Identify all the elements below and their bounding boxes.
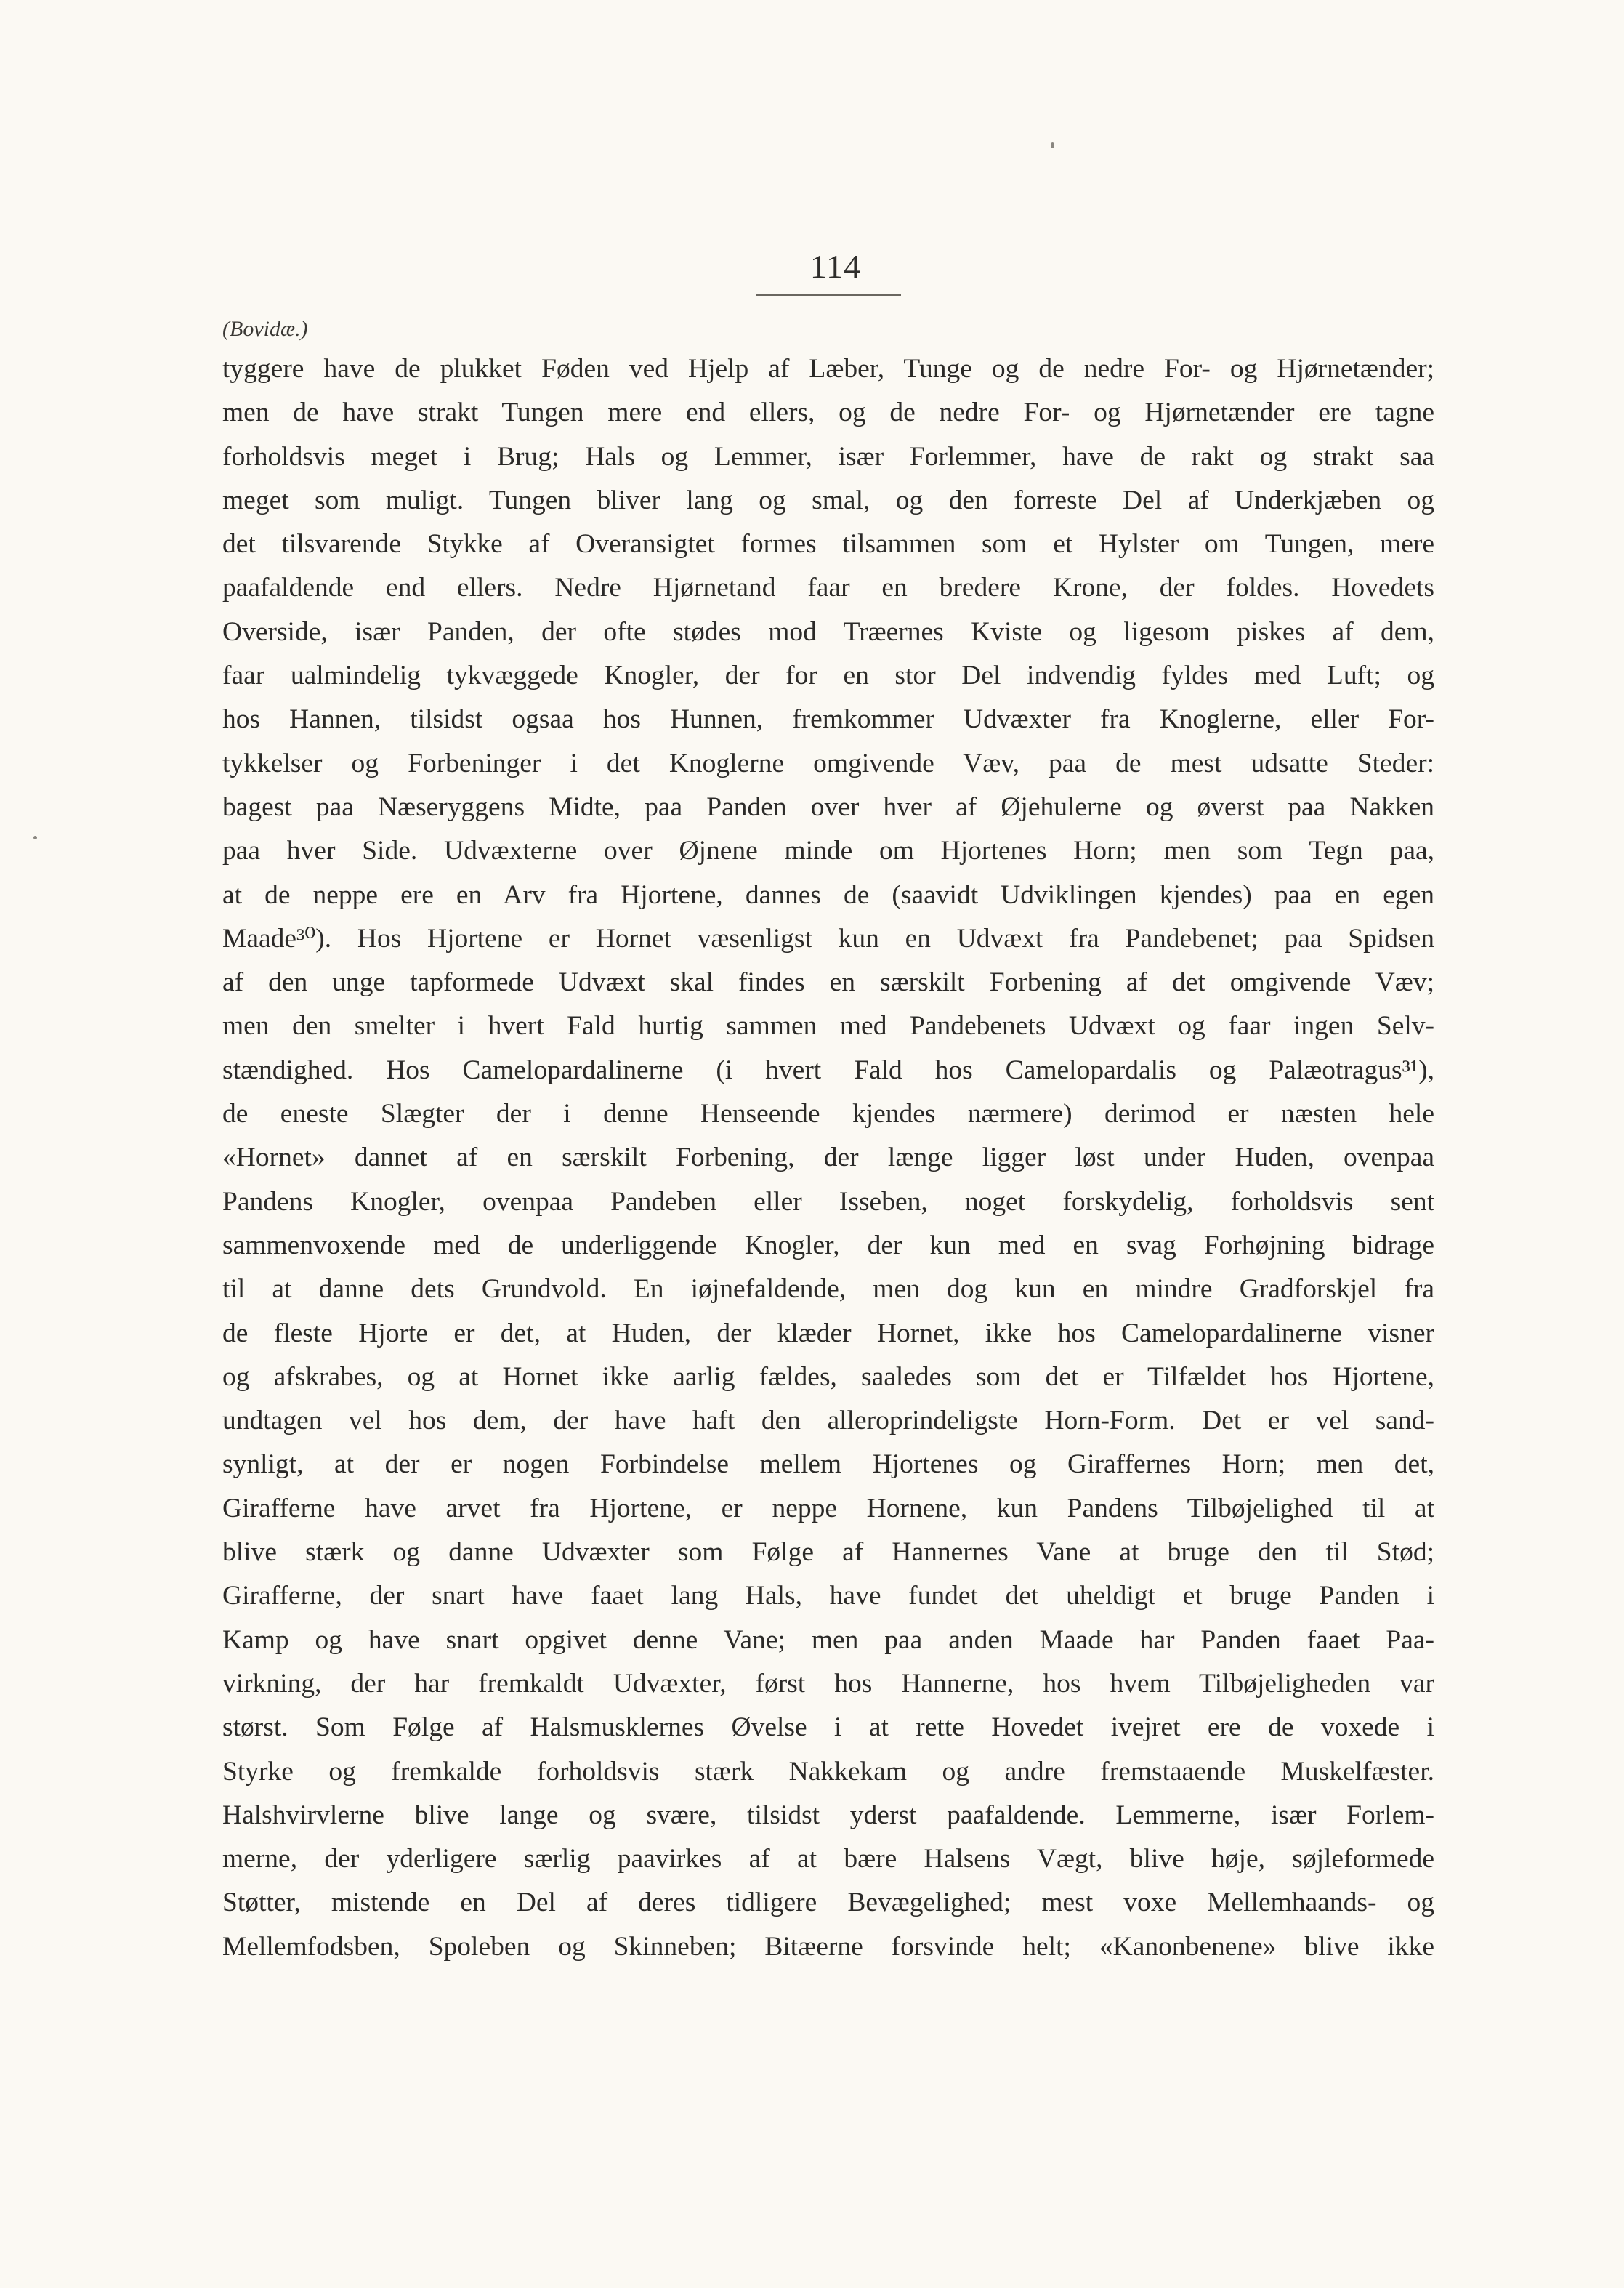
paper-speck: [1051, 142, 1054, 148]
text-line: tykkelser og Forbeninger i det Knoglerne omgivende Væv, paa de mest udsatte Steder:: [222, 748, 1434, 778]
text-line: Overside, især Panden, der ofte stødes mod Træernes Kviste og ligesom piskes af dem,: [222, 616, 1434, 647]
text-line: tyggere have de plukket Føden ved Hjelp af Læber, Tunge og de nedre For- og Hjørnetænder;: [222, 354, 1434, 384]
text-line: men den smelter i hvert Fald hurtig sammen med Pandebenets Udvæxt og faar ingen Selv-: [222, 1011, 1434, 1042]
text-line: Halshvirvlerne blive lange og svære, tilsidst yderst paafaldende. Lemmerne, især Forlem-: [222, 1800, 1434, 1830]
body-text: [222, 347, 1434, 1969]
text-line: merne, der yderligere særlig paavirkes af at bære Halsens Vægt, blive høje, søjleformede: [222, 1844, 1434, 1874]
text-line: til at danne dets Grundvold. En iøjnefaldende, men dog kun en mindre Gradforskjel fra: [222, 1274, 1434, 1305]
text-line: paa hver Side. Udvæxterne over Øjnene minde om Hjortenes Horn; men som Tegn paa,: [222, 836, 1434, 866]
text-line: stændighed. Hos Camelopardalinerne (i hvert Fald hos Camelopardalis og Palæotragus³¹),: [222, 1055, 1434, 1085]
text-line: Kamp og have snart opgivet denne Vane; men paa anden Maade har Panden faaet Paa-: [222, 1624, 1434, 1655]
text-line: Girafferne, der snart have faaet lang Hals, have fundet det uheldigt et bruge Panden i: [222, 1581, 1434, 1611]
text-line: at de neppe ere en Arv fra Hjortene, dannes de (saavidt Udviklingen kjendes) paa en egen: [222, 879, 1434, 910]
text-line: Mellemfodsben, Spoleben og Skinneben; Bitæerne forsvinde helt; «Kanonbenene» blive ikke: [222, 1931, 1434, 1962]
text-line: «Hornet» dannet af en særskilt Forbening, der længe ligger løst under Huden, ovenpaa: [222, 1143, 1434, 1173]
text-line: Maade³⁰). Hos Hjortene er Hornet væsenligst kun en Udvæxt fra Pandebenet; paa Spidsen: [222, 923, 1434, 954]
text-line: de fleste Hjorte er det, at Huden, der klæder Hornet, ikke hos Camelopardalinerne visner: [222, 1318, 1434, 1348]
text-line: Girafferne have arvet fra Hjortene, er neppe Hornene, kun Pandens Tilbøjelighed til at: [222, 1493, 1434, 1523]
page-number: 114: [809, 248, 862, 285]
text-line: hos Hannen, tilsidst ogsaa hos Hunnen, fremkommer Udvæxter fra Knoglerne, eller For-: [222, 704, 1434, 735]
text-line: sammenvoxende med de underliggende Knogler, der kun med en svag Forhøjning bidrage: [222, 1230, 1434, 1260]
text-line: virkning, der har fremkaldt Udvæxter, først hos Hannerne, hos hvem Tilbøjeligheden var: [222, 1668, 1434, 1699]
paper-speck: [33, 836, 37, 839]
text-line: bagest paa Næseryggens Midte, paa Panden over hver af Øjehulerne og øverst paa Nakken: [222, 791, 1434, 822]
text-line: størst. Som Følge af Halsmusklernes Øvelse i at rette Hovedet ivejret ere de voxede i: [222, 1712, 1434, 1743]
text-line: og afskrabes, og at Hornet ikke aarlig fældes, saaledes som det er Tilfældet hos Hjortene,: [222, 1361, 1434, 1392]
section-tag: (Bovidæ.): [222, 317, 308, 341]
text-line: blive stærk og danne Udvæxter som Følge af Hannernes Vane at bruge den til Stød;: [222, 1537, 1434, 1568]
text-line: synligt, at der er nogen Forbindelse mellem Hjortenes og Giraffernes Horn; men det,: [222, 1449, 1434, 1480]
text-line: paafaldende end ellers. Nedre Hjørnetand faar en bredere Krone, der foldes. Hovedets: [222, 573, 1434, 603]
text-line: Styrke og fremkalde forholdsvis stærk Nakkekam og andre fremstaaende Muskelfæster.: [222, 1756, 1434, 1787]
text-line: de eneste Slægter der i denne Henseende kjendes nærmere) derimod er næsten hele: [222, 1099, 1434, 1129]
text-line: undtagen vel hos dem, der have haft den alleroprindeligste Horn-Form. Det er vel sand-: [222, 1406, 1434, 1436]
text-line: Støtter, mistende en Del af deres tidligere Bevægelighed; mest voxe Mellemhaands- og: [222, 1888, 1434, 1918]
text-line: forholdsvis meget i Brug; Hals og Lemmer, især Forlemmer, have de rakt og strakt saa: [222, 441, 1434, 472]
text-line: men de have strakt Tungen mere end ellers, og de nedre For- og Hjørnetænder ere tagne: [222, 398, 1434, 428]
text-line: af den unge tapformede Udvæxt skal findes en særskilt Forbening af det omgivende Væv;: [222, 967, 1434, 998]
text-line: meget som muligt. Tungen bliver lang og smal, og den forreste Del af Underkjæben og: [222, 485, 1434, 515]
page-number-rule: [756, 294, 901, 296]
text-line: det tilsvarende Stykke af Overansigtet formes tilsammen som et Hylster om Tungen, mere: [222, 529, 1434, 560]
text-line: faar ualmindelig tykvæggede Knogler, der for en stor Del indvendig fyldes med Luft; og: [222, 661, 1434, 691]
text-line: Pandens Knogler, ovenpaa Pandeben eller Isseben, noget forskydelig, forholdsvis sent: [222, 1186, 1434, 1217]
